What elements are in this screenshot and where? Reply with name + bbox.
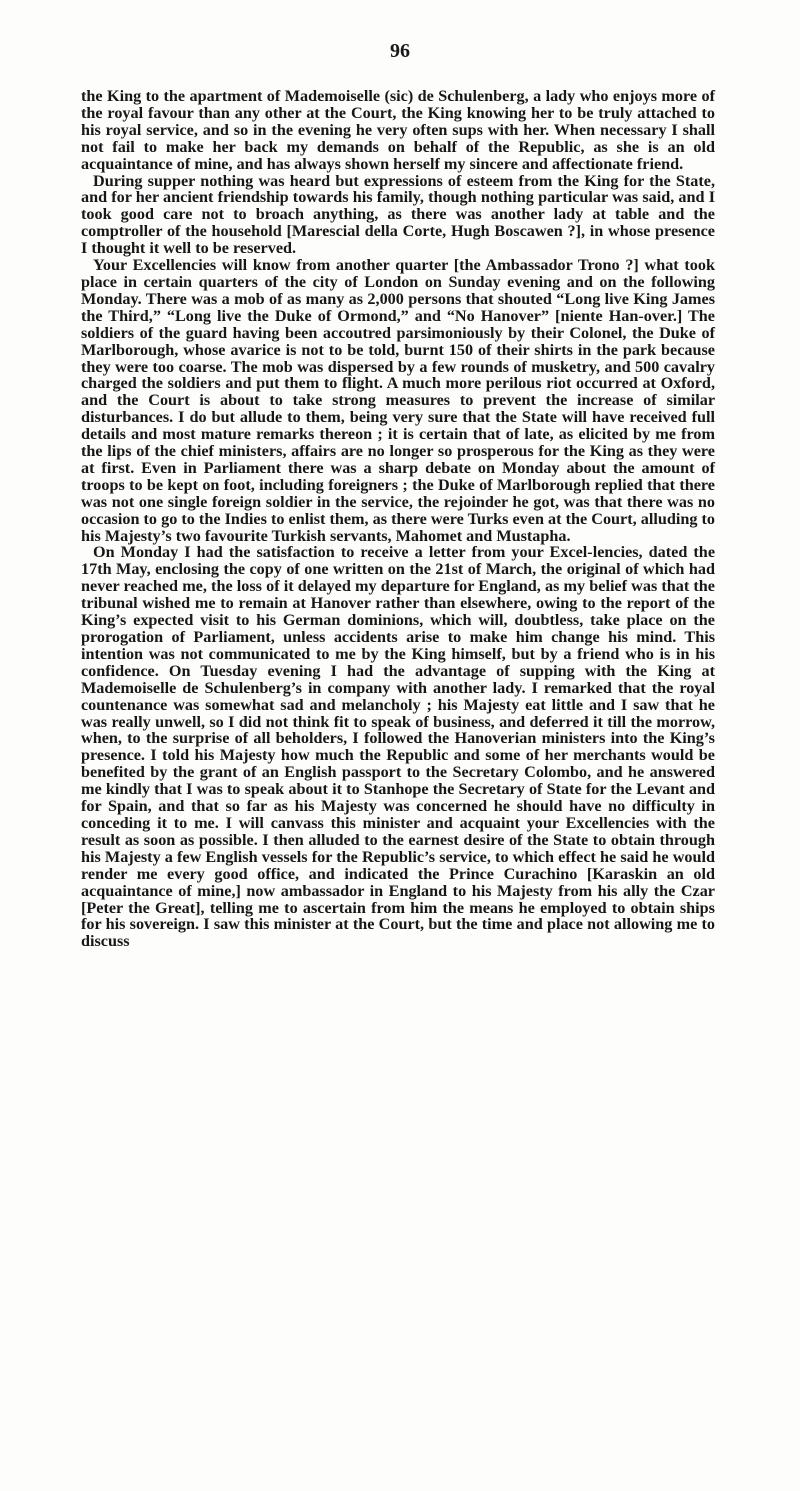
body-text <box>81 88 715 950</box>
paragraph: the King to the apartment of Mademoiselle (sic) de Schulenberg, a lady who enjoys more of the royal favour than any other at the Court, the King knowing her to be truly attached to his royal service, and so in the evening he very often sups with her. When necessary I shall not fail to make her back my demands on behalf of the Republic, as she is an old acquaintance of mine, and has always shown herself my sincere and affectionate friend. <box>81 87 715 173</box>
paragraph: On Monday I had the satisfaction to receive a letter from your Excel-lencies, dated the 17th May, enclosing the copy of one written on the 21st of March, the original of which had never reached me, the loss of it delayed my departure for England, as my belief was that the tribunal wished me to remain at Hanover rather than elsewhere, owing to the report of the King’s expected visit to his German dominions, which will, doubtless, take place on the prorogation of Parliament, unless accidents arise to make him change his mind. This intention was not communicated to me by the King himself, but by a friend who is in his confidence. On Tuesday evening I had the advantage of supping with the King at Mademoiselle de Schulenberg’s in company with another lady. I remarked that the royal countenance was somewhat sad and melancholy ; his Majesty eat little and I saw that he was really unwell, so I did not think fit to speak of business, and deferred it till the morrow, when, to the surprise of all beholders, I followed the Hanoverian ministers into the King’s presence. I told his Majesty how much the Republic and some of her merchants would be benefited by the grant of an English passport to the Secretary Colombo, and he answered me kindly that I was to speak about it to Stanhope the Secretary of State for the Levant and for Spain, and that so far as his Majesty was concerned he should have no difficulty in conceding it to me. I will canvass this minister and acquaint your Excellencies with the result as soon as possible. I then alluded to the earnest desire of the State to obtain through his Majesty a few English vessels for the Republic’s service, to which effect he said he would render me every good office, and indicated the Prince Curachino [Karaskin an old acquaintance of mine,] now ambassador in England to his Majesty from his ally the Czar [Peter the Great], telling me to ascertain from him the means he employed to obtain ships for his sovereign. I saw this minister at the Court, but the time and place not allowing me to discuss <box>81 543 715 951</box>
paragraph: During supper nothing was heard but expressions of esteem from the King for the State, and for her ancient friendship towards his family, though nothing particular was said, and I took good care not to broach anything, as there was another lady at table and the comptroller of the household [Marescial della Corte, Hugh Boscawen ?], in whose presence I thought it well to be reserved. <box>81 171 715 258</box>
paragraph: Your Excellencies will know from another quarter [the Ambassador Trono ?] what took place in certain quarters of the city of London on Sunday evening and on the following Monday. There was a mob of as many as 2,000 persons that shouted “Long live King James the Third,” “Long live the Duke of Ormond,” and “No Hanover” [niente Han-over.] The soldiers of the guard having been accoutred parsimoniously by their Colonel, the Duke of Marlborough, whose avarice is not to be told, burnt 150 of their shirts in the park because they were too coarse. The mob was dispersed by a few rounds of musketry, and 500 cavalry charged the soldiers and put them to flight. A much more perilous riot occurred at Oxford, and the Court is about to take strong measures to prevent the increase of similar disturbances. I do but allude to them, being very sure that the State will have received full details and most mature remarks thereon ; it is certain that of late, as elicited by me from the lips of the chief ministers, affairs are no longer so prosperous for the King as they were at first. Even in Parliament there was a sharp debate on Monday about the amount of troops to be kept on foot, including foreigners ; the Duke of Marlborough replied that there was not one single foreign soldier in the service, the rejoinder he got, was that there was no occasion to go to the Indies to enlist them, as there were Turks even at the Court, alluding to his Majesty’s two favourite Turkish servants, Mahomet and Mustapha. <box>81 256 715 545</box>
page-number: 96 <box>390 40 410 62</box>
